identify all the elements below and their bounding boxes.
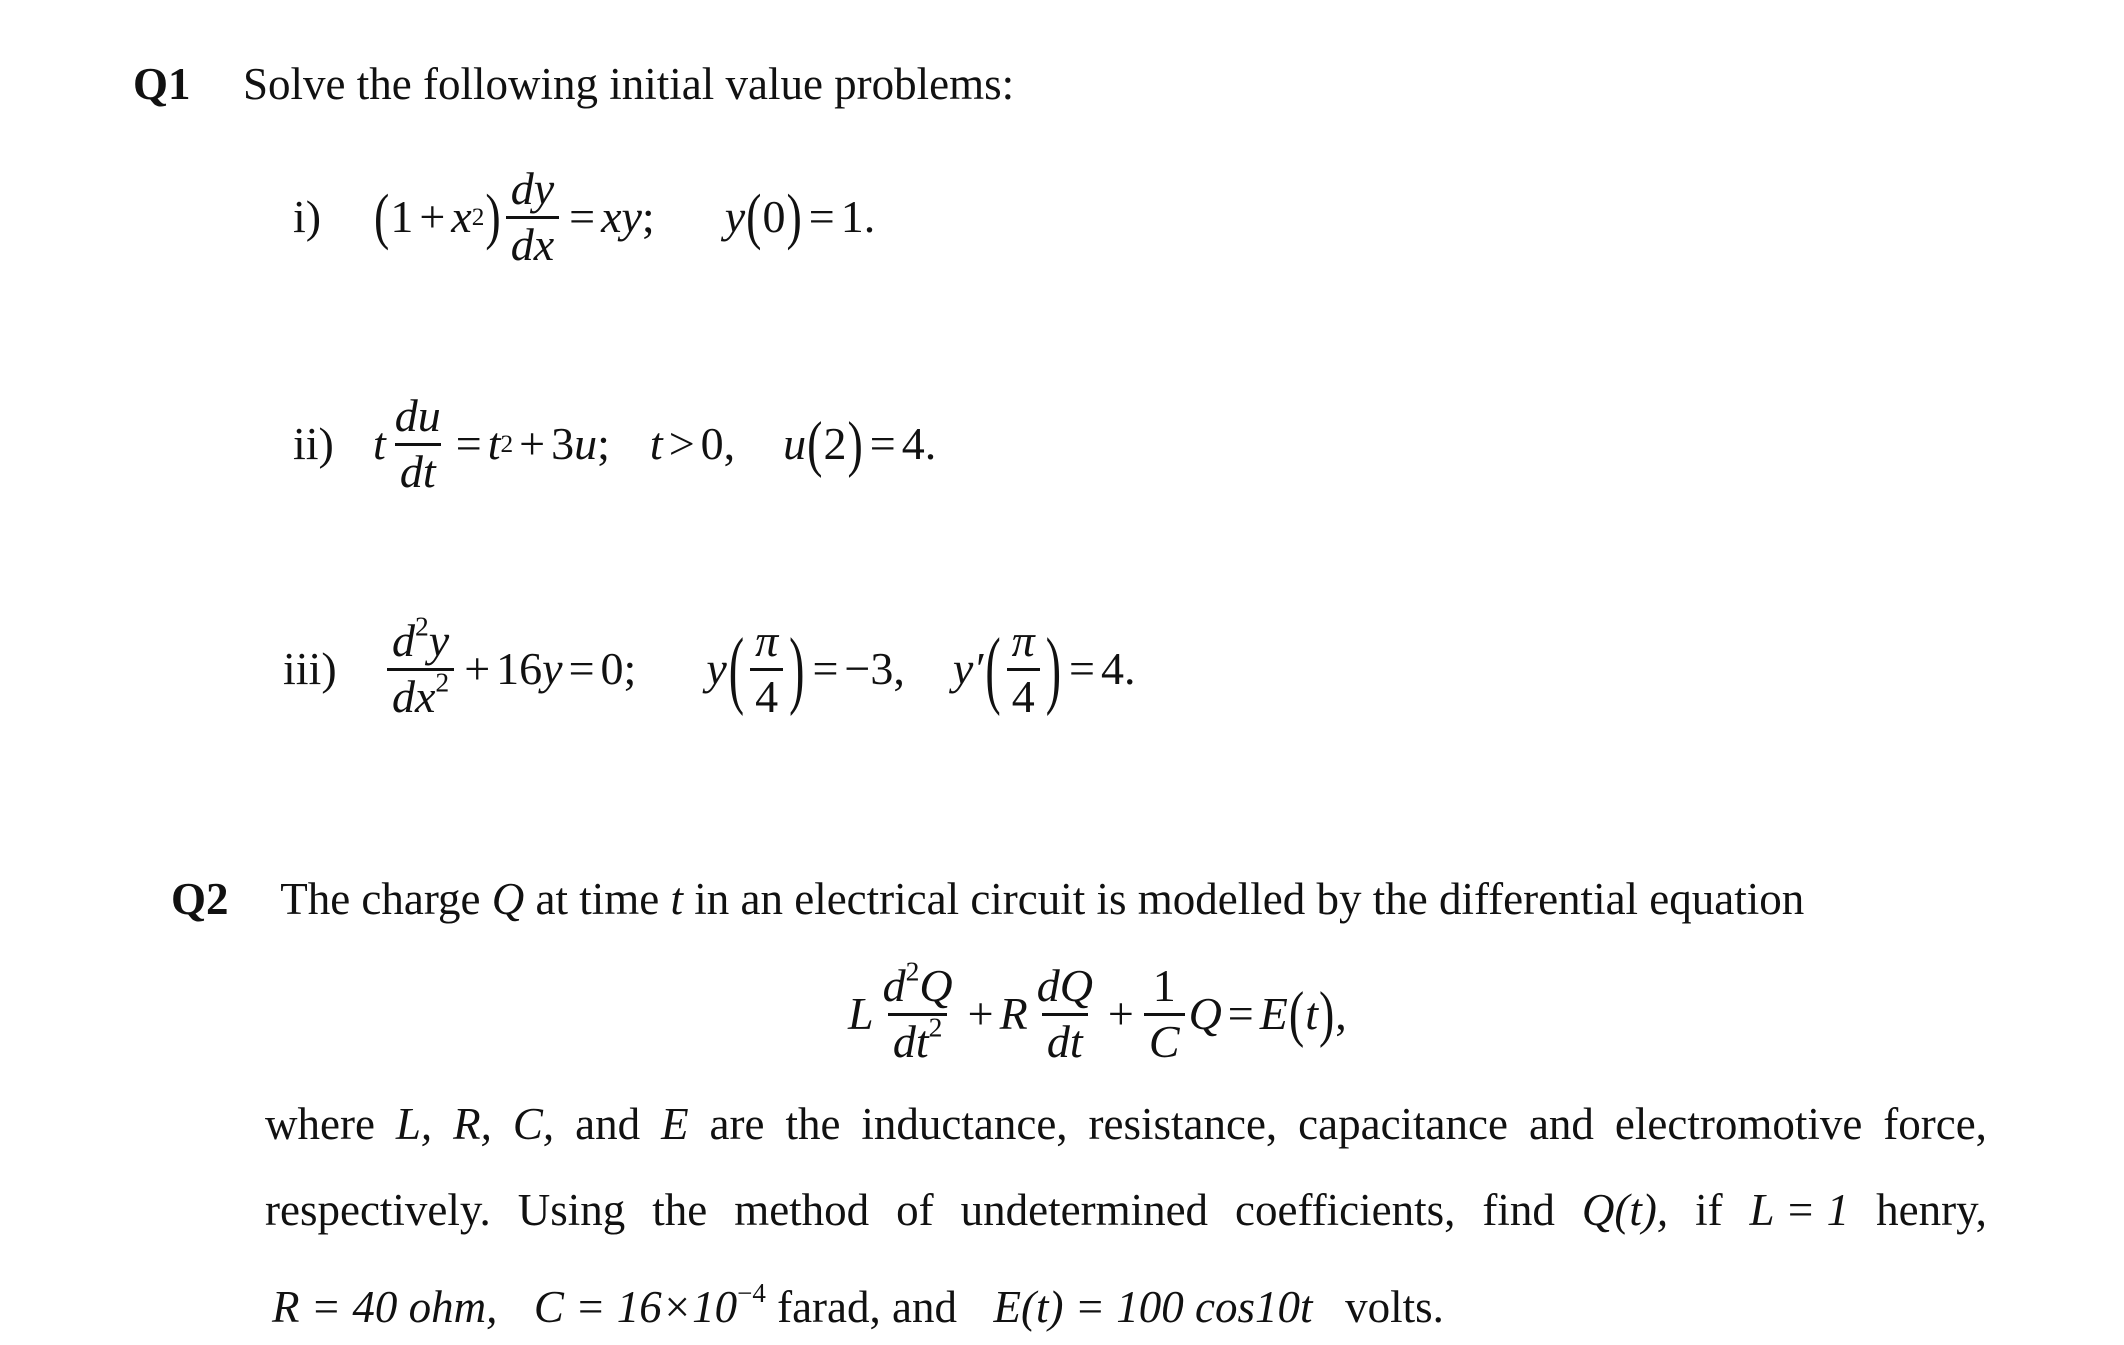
part-label: i) [293,191,322,243]
q1-part-ii [293,390,936,499]
equation-i: ( 1 + x 2 ) $\frac{dy}{dx}$ = xy ; y ( 0 ) = 1. [374,163,876,270]
q1-heading [133,59,1015,109]
c-unit: farad, and [777,1282,957,1332]
q2-intro: The charge Q at time t in an electrical circuit is modelled by the differential equation [280,874,1805,924]
e-value: E(t) = 100 cos10t [993,1282,1313,1332]
q1-intro: Solve the following initial value problems: [243,59,1015,109]
q1-part-i [293,163,875,272]
e-unit: volts. [1345,1282,1444,1332]
q2-paragraph-line-1: where L, R, C, and E are the inductance, resistance, capacitance and electromotive force, [265,1099,1987,1149]
c-value: C = 16×10 [533,1282,738,1332]
q2-equation: L $\frac{d^2Q}{dt^2}$ + R $\frac{dQ}{dt}$ + $\frac{1}{C}$ Q = E ( t ) , [848,955,1347,1067]
c-exponent: −4 [737,1277,766,1308]
q2-paragraph-line-3 [272,1277,1444,1332]
q2-paragraph-line-2: respectively. Using the method of undetermined coefficients, find Q(t), if L = 1 henry, [265,1185,1987,1235]
q1-part-iii [283,610,1136,724]
part-label: iii) [283,643,337,695]
q1-label: Q1 [133,59,191,109]
equation-ii: t $\frac{du}{dt}$ = t 2 + 3 u ; t > 0, u ( 2 ) = 4. [373,390,937,497]
r-value: R = 40 ohm, [272,1282,498,1332]
part-label: ii) [293,418,334,470]
equation-iii: $\frac{d^2y}{dx^2}$ + 16 y = 0; y ( $\frac{\pi}{4}$ ) = −3, y′ ( $\frac{\pi}{4}$ ) = 4. [383,615,1136,724]
q2-label: Q2 [171,874,229,924]
q2-heading [171,874,1805,924]
